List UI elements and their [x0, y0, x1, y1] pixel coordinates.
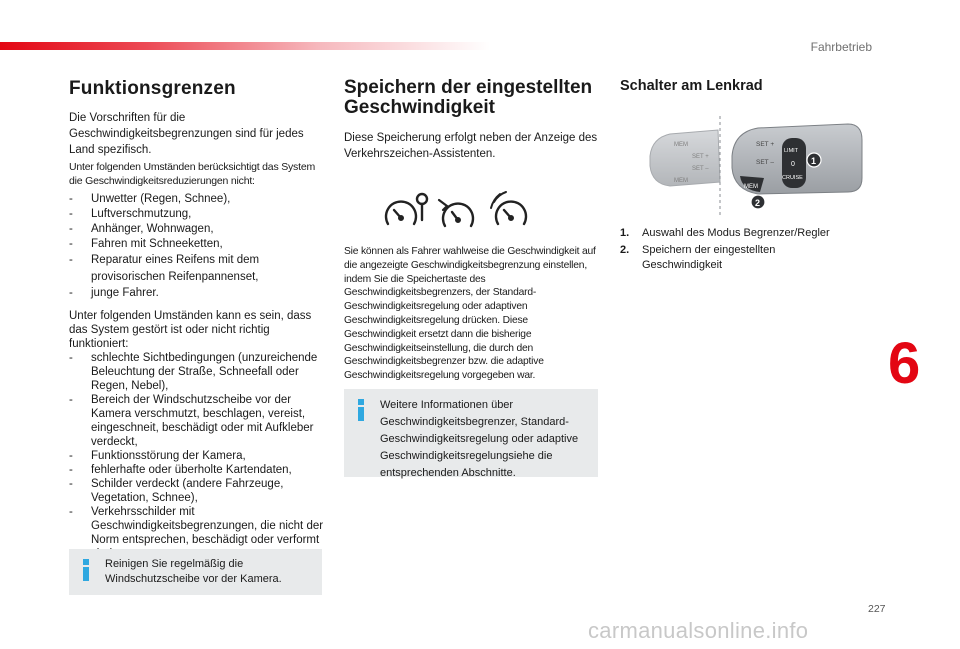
speedometer-limiter-icon: [439, 200, 473, 226]
list-item: - Unwetter (Regen, Schnee),: [69, 192, 327, 207]
legend-number: 2.: [620, 244, 630, 256]
not-considered-paragraph: Unter folgenden Umständen berücksichtigt das System die Geschwindigkeitsreduzierungen nicht:: [69, 161, 316, 187]
chapter-color-bar: [0, 42, 490, 50]
speed-icons: [382, 190, 542, 236]
ghost-set-minus-label: SET –: [692, 166, 709, 172]
list-item: - Bereich der Windschutzscheibe vor der Kamera verschmutzt, beschlagen, vereist, eingeschneit, beschädigt oder mit Aufkleber verdeckt,: [69, 393, 327, 449]
info-text: Weitere Informationen über Geschwindigkeitsbegrenzer, Standard-Geschwindigkeitsregelung oder adaptive Geschwindigkeitsregelungsiehe die entsprechenden Abschnitte.: [380, 399, 579, 479]
info-icon: [354, 399, 368, 421]
heading-schalter: Schalter am Lenkrad: [620, 78, 763, 94]
list-item: - Anhänger, Wohnwagen,: [69, 222, 327, 237]
body-paragraph: Sie können als Fahrer wahlweise die Geschwindigkeit auf die angezeigte Geschwindigkeitsbegrenzung einstellen, indem Sie die Speichertaste des Geschwindigkeitsbegrenzers, der Standard-Geschwindigkeitsregelung oder adaptiven Geschwindigkeitsregelung drücken. Diese Geschwindigkeit ersetzt dann die bisherige Geschwindigkeitseinstellung, die durch den Geschwindigkeitsbegrenzer bzw. die adaptive Geschwindigkeitsregelung vorgegeben war.: [344, 246, 596, 382]
list-item: - junge Fahrer.: [69, 286, 327, 301]
limit-label: LIMIT: [784, 148, 799, 154]
list-item: - schlechte Sichtbedingungen (unzureichende Beleuchtung der Straße, Schneefall oder Regen, Nebel),: [69, 351, 327, 393]
list-item: - Schilder verdeckt (andere Fahrzeuge, Vegetation, Schnee),: [69, 477, 327, 505]
chapter-number: 6: [888, 331, 921, 396]
page-number: 227: [868, 603, 886, 615]
column-funktionsgrenzen: [69, 78, 327, 561]
speedometer-pin-icon: [386, 194, 427, 224]
column-speichern: [344, 78, 600, 162]
ghost-mem-label: MEM: [674, 142, 688, 148]
legend-item-1: [620, 226, 860, 241]
heading-speichern: Speichern der eingestellten Geschwindigkeit: [344, 77, 593, 118]
legend-text: Auswahl des Modus Begrenzer/Regler: [642, 227, 830, 239]
column-schalter: [620, 78, 860, 94]
zero-label: 0: [791, 161, 795, 168]
mem-label: MEM: [744, 184, 758, 190]
not-considered-list: [69, 192, 327, 301]
legend-number: 1.: [620, 227, 630, 239]
svg-text:1: 1: [811, 156, 817, 166]
ghost-set-plus-label: SET +: [692, 154, 709, 160]
intro-paragraph: Diese Speicherung erfolgt neben der Anzeige des Verkehrszeichen-Assistenten.: [344, 132, 598, 160]
ghost-mem-label-2: MEM: [674, 178, 688, 184]
info-text: Reinigen Sie regelmäßig die Windschutzscheibe vor der Kamera.: [105, 558, 282, 585]
disturbed-list: [69, 351, 327, 561]
legend-text: Speichern der eingestellten Geschwindigkeit: [642, 244, 776, 271]
intro-paragraph: Die Vorschriften für die Geschwindigkeitsbegrenzungen sind für jedes Land spezifisch.: [69, 112, 304, 156]
callout-1: [807, 153, 821, 167]
info-box-more: [344, 389, 598, 477]
cruise-label: CRUISE: [782, 175, 803, 181]
list-item: - Reparatur eines Reifens mit dem provisorischen Reifenpannenset,: [69, 252, 327, 286]
section-label: Fahrbetrieb: [810, 40, 872, 54]
info-icon: [79, 559, 93, 581]
steering-wheel-switch-diagram: [648, 116, 868, 216]
list-item: - Verkehrsschilder mit Geschwindigkeitsbegrenzungen, die nicht der Norm entsprechen, beschädigt oder verformt: [69, 505, 327, 561]
set-plus-label: SET +: [756, 141, 775, 148]
stalk-ghost: [650, 130, 720, 186]
callout-2: [751, 195, 765, 209]
stalk-main: [732, 124, 862, 194]
set-minus-label: SET –: [756, 159, 774, 166]
info-box-cleaning: [69, 549, 322, 595]
speedometer-adaptive-icon: [491, 192, 526, 224]
list-item: - Funktionsstörung der Kamera,: [69, 449, 327, 463]
disturbed-paragraph: Unter folgenden Umständen kann es sein, dass das System gestört ist oder nicht richtig funktioniert:: [69, 310, 312, 350]
list-item: - fehlerhafte oder überholte Kartendaten,: [69, 463, 327, 477]
list-item: - Luftverschmutzung,: [69, 207, 327, 222]
legend-item-2: [620, 243, 860, 273]
heading-funktionsgrenzen: Funktionsgrenzen: [69, 78, 236, 99]
diagram-legend: [620, 226, 860, 273]
watermark: carmanualsonline.info: [588, 618, 809, 643]
svg-text:2: 2: [755, 198, 761, 208]
list-item: - Fahren mit Schneeketten,: [69, 237, 327, 252]
